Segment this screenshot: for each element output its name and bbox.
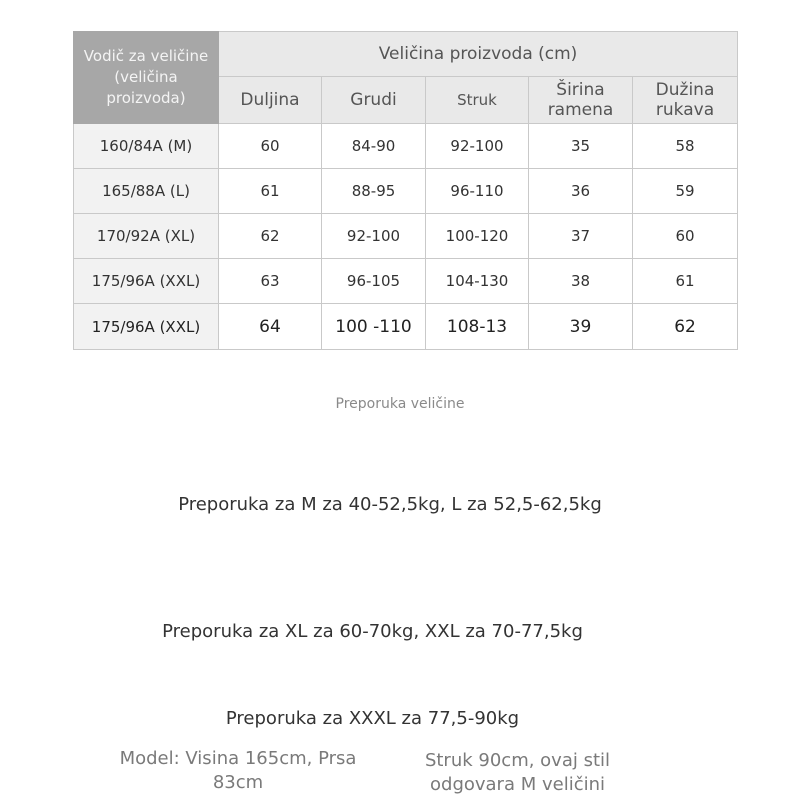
table-row [74,214,738,259]
size-guide-table-wrapper [73,31,737,351]
column-header-length: Duljina [219,77,322,124]
cell-length: 64 [219,304,322,350]
cell-waist: 104-130 [426,259,529,304]
cell-shoulder-width: 37 [529,214,633,259]
table-row [74,124,738,169]
cell-length: 61 [219,169,322,214]
column-header-waist: Struk [426,77,529,124]
recommendation-m-l: Preporuka za M za 40-52,5kg, L za 52,5-62,5kg [178,494,602,515]
cell-waist: 96-110 [426,169,529,214]
cell-chest: 88-95 [322,169,426,214]
table-row [74,169,738,214]
cell-chest: 100 -110 [322,304,426,350]
cell-shoulder-width: 36 [529,169,633,214]
row-size-label: 170/92A (XL) [74,214,219,259]
recommendation-xl-xxl: Preporuka za XL za 60-70kg, XXL za 70-77,5kg [162,621,583,642]
cell-length: 60 [219,124,322,169]
column-header-chest: Grudi [322,77,426,124]
cell-chest: 84-90 [322,124,426,169]
cell-waist: 108-13 [426,304,529,350]
model-info-height-chest: Model: Visina 165cm, Prsa 83cm [119,748,357,793]
cell-sleeve-length: 61 [633,259,738,304]
size-recommendation-caption: Preporuka veličine [335,396,465,412]
row-size-label: 175/96A (XXL) [74,304,219,350]
cell-waist: 100-120 [426,214,529,259]
cell-sleeve-length: 62 [633,304,738,350]
table-row [74,304,738,350]
recommendation-xxxl: Preporuka za XXXL za 77,5-90kg [225,708,520,729]
column-header-shoulder-width: Širina ramena [529,77,633,124]
cell-length: 62 [219,214,322,259]
cell-shoulder-width: 35 [529,124,633,169]
cell-sleeve-length: 59 [633,169,738,214]
table-row [74,259,738,304]
cell-length: 63 [219,259,322,304]
cell-sleeve-length: 60 [633,214,738,259]
size-guide-table [73,31,738,350]
cell-chest: 96-105 [322,259,426,304]
cell-waist: 92-100 [426,124,529,169]
row-size-label: 165/88A (L) [74,169,219,214]
model-info-waist-fit: Struk 90cm, ovaj stil odgovara M veličini [424,750,611,795]
cell-sleeve-length: 58 [633,124,738,169]
row-size-label: 175/96A (XXL) [74,259,219,304]
row-size-label: 160/84A (M) [74,124,219,169]
product-size-group-header: Veličina proizvoda (cm) [219,32,738,77]
column-header-sleeve-length: Dužina rukava [633,77,738,124]
cell-shoulder-width: 38 [529,259,633,304]
size-guide-corner-label: Vodič za veličine (veličina proizvoda) [74,32,219,124]
cell-chest: 92-100 [322,214,426,259]
cell-shoulder-width: 39 [529,304,633,350]
